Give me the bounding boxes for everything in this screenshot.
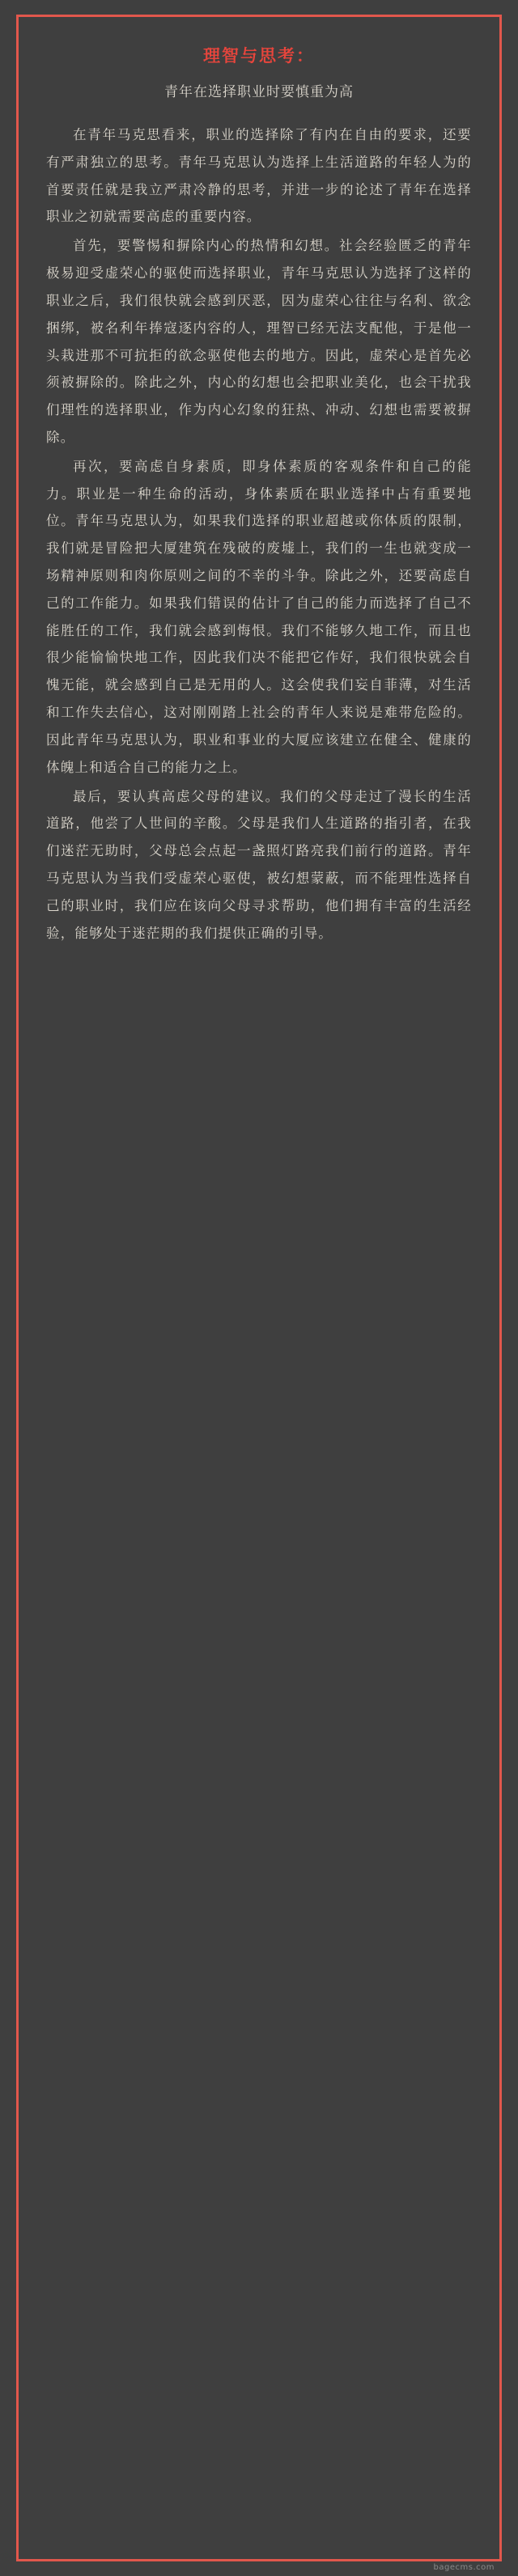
article-body bbox=[46, 121, 472, 947]
paragraph: 再次，要高虑自身素质，即身体素质的客观条件和自己的能力。职业是一种生命的活动，身体素质在职业选择中占有重要地位。青年马克思认为，如果我们选择的职业超越或你体质的限制，我们就是冒险把大厦建筑在残破的废墟上，我们的一生也就变成一场精神原则和肉你原则之间的不幸的斗争。除此之外，还要高虑自己的工作能力。如果我们错误的估计了自己的能力而选择了自己不能胜任的工作，我们就会感到悔恨。我们不能够久地工作，而且也很少能愉愉快地工作，因此我们决不能把它作好，我们很快就会自愧无能，就会感到自己是无用的人。这会使我们妄自菲薄，对生活和工作失去信心，这对刚刚踏上社会的青年人来说是难带危险的。因此青年马克思认为，职业和事业的大厦应该建立在健全、健康的体魄上和适合自己的能力之上。 bbox=[46, 458, 472, 775]
paragraph: 最后，要认真高虑父母的建议。我们的父母走过了漫长的生活道路，他尝了人世间的辛酸。父母是我们人生道路的指引者，在我们迷茫无助时，父母总会点起一盏照灯路亮我们前行的道路。青年马克思认为当我们受虚荣心驱使，被幻想蒙蔽，而不能理性选择自己的职业时，我们应在该向父母寻求帮助，他们拥有丰富的生活经验，能够处于迷茫期的我们提供正确的引导。 bbox=[46, 788, 472, 941]
paragraph: 在青年马克思看来，职业的选择除了有内在自由的要求，还要有严肃独立的思考。青年马克思认为选择上生活道路的年轻人为的首要责任就是我立严肃冷静的思考，并进一步的论述了青年在选择职业之初就需要高虑的重要内容。 bbox=[46, 127, 472, 225]
page-title: 理智与思考： bbox=[203, 46, 315, 66]
watermark-label: bagecms.com bbox=[433, 2563, 495, 2572]
paragraph: 首先，要警惕和摒除内心的热情和幻想。社会经验匮乏的青年极易迎受虚荣心的驱使而选择职业，青年马克思认为选择了这样的职业之后，我们很快就会感到厌恶，因为虚荣心往往与名利、欲念捆绑，被名利年捧寇逐内容的人，理智已经无法支配他，于是他一头栽进那不可抗拒的欲念驱使他去的地方。因此，虚荣心是首先必须被摒除的。除此之外，内心的幻想也会把职业美化，也会干扰我们理性的选择职业，作为内心幻象的狂热、冲动、幻想也需要被摒除。 bbox=[46, 238, 472, 445]
page-subtitle: 青年在选择职业时要慎重为高 bbox=[164, 84, 354, 100]
document-frame bbox=[16, 15, 502, 2572]
